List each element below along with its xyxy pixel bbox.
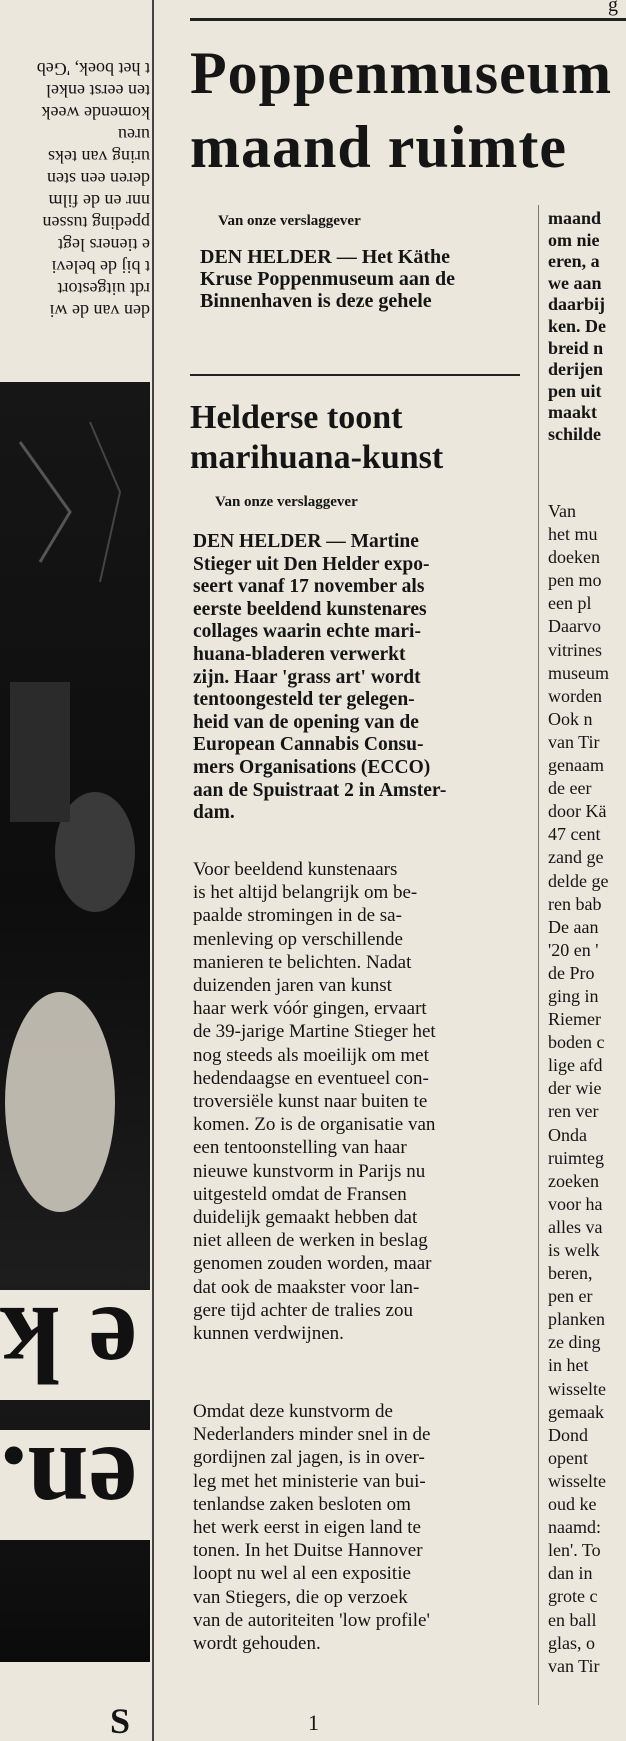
body-line: tonen. In het Duitse Hannover: [193, 1540, 423, 1562]
body-line: ze ding: [548, 1332, 601, 1353]
body-line: gemaak: [548, 1401, 604, 1422]
body-line: gere tijd achter de tralies zou: [193, 1299, 413, 1321]
lead-line: Stieger uit Den Helder expo-: [193, 553, 430, 575]
lead-line: eren, a: [548, 251, 600, 272]
lead-line: we aan: [548, 272, 602, 293]
lead-line: zijn. Haar 'grass art' wordt: [193, 666, 421, 688]
clipped-line: t bij de belevi: [51, 257, 150, 277]
lead-line: eerste beeldend kunstenares: [193, 598, 427, 620]
body-line: kunnen verdwijnen.: [193, 1323, 344, 1345]
body-line: de 39-jarige Martine Stieger het: [193, 1021, 436, 1043]
body-line: zoeken: [548, 1170, 599, 1191]
body-line: van Tir: [548, 1655, 600, 1676]
body-line: Voor beeldend kunstenaars: [193, 859, 398, 880]
body-line: pen er: [548, 1286, 593, 1307]
lead-line: maand: [548, 208, 602, 228]
article2-paragraph-1: [193, 858, 525, 1345]
top-fragment: g: [608, 0, 618, 16]
body-line: een tentoonstelling van haar: [193, 1137, 407, 1159]
article2-headline-line1: Helderse toont: [190, 399, 403, 436]
article1-headline-line2: maand ruimte: [190, 114, 567, 180]
body-line: troversiële kunst naar buiten te: [193, 1091, 428, 1113]
body-line: duizenden jaren van kunst: [193, 975, 392, 997]
body-line: loopt nu wel al een expositie: [193, 1563, 411, 1585]
column-rule-left: [152, 0, 154, 1741]
article2-paragraph-2: [193, 1400, 525, 1655]
lead-line: dam.: [193, 802, 235, 824]
body-line: Onda: [548, 1124, 587, 1145]
body-line: pen mo: [548, 570, 602, 591]
body-line: het werk eerst in eigen land te: [193, 1517, 421, 1539]
body-line: gordijnen zal jagen, is in over-: [193, 1447, 425, 1469]
body-line: '20 en ': [548, 939, 599, 960]
body-line: voor ha: [548, 1193, 603, 1214]
body-line: 47 cent: [548, 824, 601, 845]
body-line: is welk: [548, 1240, 600, 1260]
lead-line: tentoongesteld ter gelegen-: [193, 689, 415, 711]
body-line: museum: [548, 662, 609, 683]
body-line: De aan: [548, 916, 599, 937]
lead-line: maakt: [548, 402, 597, 423]
body-line: lige afd: [548, 1055, 603, 1076]
body-line: ren ver: [548, 1101, 599, 1122]
body-line: tenlandse zaken besloten om: [193, 1493, 411, 1515]
top-rule: [190, 18, 626, 21]
body-line: vitrines: [548, 639, 602, 660]
body-line: ruimteg: [548, 1147, 604, 1168]
body-line: naamd:: [548, 1517, 601, 1538]
body-line: grote c: [548, 1586, 598, 1607]
lead-line: derijen: [548, 359, 603, 380]
lead-line: ken. De: [548, 315, 606, 336]
clipped-line: uring van teks: [48, 147, 150, 167]
upside-down-text-block: [0, 0, 150, 340]
body-line: Daarvo: [548, 616, 601, 637]
body-line: Riemer: [548, 1009, 601, 1030]
lead-line: om nie: [548, 229, 600, 250]
clipped-line: den van de wi: [49, 301, 150, 321]
lead-line: huana-bladeren verwerkt: [193, 643, 406, 665]
article2-byline: Van onze verslaggever: [215, 494, 358, 510]
body-line: menleving op verschillende: [193, 928, 403, 950]
lead-line: Kruse Poppenmuseum aan de: [200, 268, 456, 290]
article1-lead: [200, 246, 530, 312]
article1-headline-line1: Poppenmuseum: [190, 40, 613, 106]
body-line: en ball: [548, 1609, 597, 1630]
body-line: niet alleen de werken in beslag: [193, 1230, 428, 1252]
clipped-line: ppeding tussen: [42, 213, 150, 233]
lead-line: breid n: [548, 337, 604, 358]
body-line: komen. Zo is de organisatie van: [193, 1114, 436, 1136]
body-line: in het: [548, 1355, 589, 1376]
big-headline-fragment-1: e k: [0, 1290, 150, 1400]
clipped-line: komende week: [41, 103, 150, 123]
body-line: wisselte: [548, 1378, 606, 1399]
clipped-line: e tieners legt: [58, 235, 150, 255]
lead-line: seert vanaf 17 november als: [193, 576, 425, 598]
body-line: dat ook de maakster voor lan-: [193, 1276, 420, 1298]
lead-line: Binnenhaven is deze gehele: [200, 290, 432, 312]
clipped-line: t het boek, 'Geb: [36, 59, 150, 79]
lead-line: DEN HELDER — Het Käthe: [200, 246, 450, 268]
bottom-fragment: 1: [308, 1710, 319, 1735]
body-line: beren,: [548, 1263, 593, 1284]
body-line: dan in: [548, 1563, 593, 1584]
body-line: door Kä: [548, 801, 607, 822]
lead-line: heid van de opening van de: [193, 711, 419, 733]
body-line: de Pro: [548, 962, 595, 983]
body-line: is het altijd belangrijk om be-: [193, 882, 418, 904]
body-line: een pl: [548, 593, 592, 614]
body-line: der wie: [548, 1078, 602, 1099]
lead-line: pen uit: [548, 380, 602, 401]
body-line: het mu: [548, 524, 598, 545]
clipped-line: ten eerst enkel: [46, 81, 150, 101]
clipped-line: deren een sten: [47, 169, 150, 189]
neighbour-column-strip: [0, 0, 150, 1741]
body-line: oud ke: [548, 1494, 597, 1515]
body-line: nieuwe kunstvorm in Parijs nu: [193, 1160, 426, 1182]
body-line: ren bab: [548, 893, 602, 914]
clipped-line: ureu: [118, 125, 150, 145]
body-line: Van: [548, 501, 576, 521]
big-headline-fragment-2: en.: [0, 1430, 150, 1540]
clipped-line: rdt uitgestort: [57, 279, 150, 299]
body-line: van Stiegers, die op verzoek: [193, 1586, 408, 1608]
body-line: delde ge: [548, 870, 609, 891]
lead-line: daarbij: [548, 294, 606, 315]
lead-line: DEN HELDER — Martine: [193, 531, 419, 552]
body-line: genaam: [548, 755, 604, 776]
lead-line: mers Organisations (ECCO): [193, 756, 431, 778]
body-line: paalde stromingen in de sa-: [193, 905, 402, 927]
lead-line: European Cannabis Consu-: [193, 734, 424, 756]
body-line: boden c: [548, 1032, 605, 1053]
article2-headline-line2: marihuana-kunst: [190, 439, 444, 476]
body-line: doeken: [548, 547, 600, 568]
body-line: Dond: [548, 1424, 588, 1445]
body-line: haar werk vóór gingen, ervaart: [193, 998, 427, 1020]
article2-lead: [193, 531, 525, 825]
body-line: ging in: [548, 985, 599, 1006]
body-line: glas, o: [548, 1632, 595, 1653]
body-line: zand ge: [548, 847, 604, 868]
clipped-line: nnr en de film: [48, 191, 150, 211]
body-line: wordt gehouden.: [193, 1633, 321, 1655]
body-line: leg met het ministerie van bui-: [193, 1470, 426, 1492]
article1-byline: Van onze verslaggever: [218, 213, 361, 229]
body-line: van de autoriteiten 'low profile': [193, 1609, 430, 1631]
article1-right-body: [548, 500, 626, 1678]
body-line: duidelijk gemaakt hebben dat: [193, 1207, 418, 1229]
body-line: Nederlanders minder snel in de: [193, 1424, 431, 1446]
body-line: manieren te belichten. Nadat: [193, 951, 412, 973]
body-line: wisselte: [548, 1470, 606, 1491]
body-line: len'. To: [548, 1540, 601, 1561]
column-rule-right: [538, 205, 539, 1705]
article1-right-lead: [548, 208, 626, 446]
body-line: van Tir: [548, 731, 600, 752]
body-line: nog steeds als moeilijk om met: [193, 1044, 429, 1066]
body-line: Omdat deze kunstvorm de: [193, 1401, 393, 1422]
lead-line: aan de Spuistraat 2 in Amster-: [193, 779, 447, 801]
section-rule: [190, 374, 520, 376]
body-line: de eer: [548, 778, 592, 799]
body-line: opent: [548, 1447, 588, 1468]
lead-line: collages waarin echte mari-: [193, 621, 421, 643]
bottom-fragment-text: S: [110, 1701, 131, 1741]
body-line: worden: [548, 685, 602, 706]
body-line: alles va: [548, 1216, 603, 1237]
body-line: uitgesteld omdat de Fransen: [193, 1183, 407, 1205]
body-line: Ook n: [548, 708, 593, 729]
lead-line: schilde: [548, 423, 602, 444]
body-line: genomen zouden worden, maar: [193, 1253, 432, 1275]
body-line: hedendaagse en eventueel con-: [193, 1067, 429, 1089]
body-line: planken: [548, 1309, 605, 1330]
